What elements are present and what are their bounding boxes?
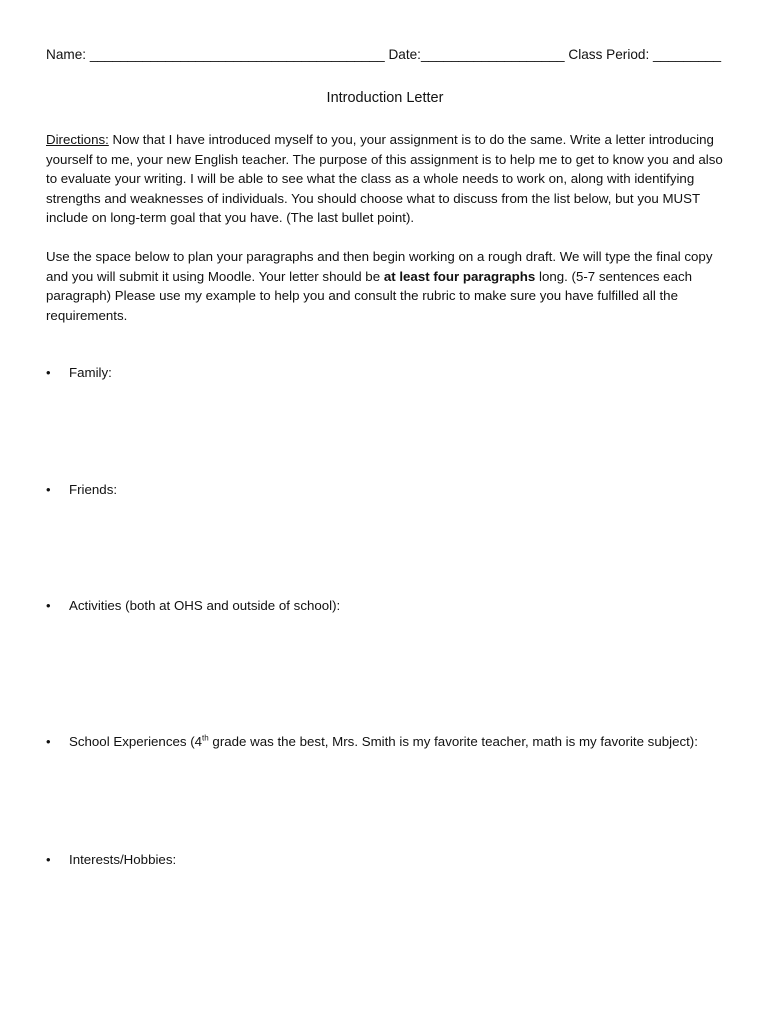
bullet-icon: • <box>46 598 51 613</box>
instructions-text-end: long. (5-7 sentences each paragraph) Please use my example to help you and consult the rubric to make sure you have fulfilled all the requirements. <box>46 268 693 323</box>
bullet-friends <box>46 481 736 499</box>
ordinal-suffix: th <box>202 733 209 743</box>
instructions-text-start: Use the space below to plan your paragraphs and then begin working on a rough draft. We will type the final copy and you will submit it using Moodle. Your letter should be <box>46 249 713 284</box>
bullet-label-activities: Activities (both at OHS and outside of school): <box>69 598 341 613</box>
bullet-family <box>46 364 736 382</box>
name-label: Name: <box>46 47 87 62</box>
bullet-interests <box>46 851 736 869</box>
bullet-icon: • <box>46 734 51 749</box>
date-blank: ___________________ <box>420 47 565 62</box>
bullet-label-school-end: grade was the best, Mrs. Smith is my favorite teacher, math is my favorite subject): <box>212 734 698 749</box>
class-period-label: Class Period: <box>568 47 650 62</box>
student-info-line <box>46 46 726 64</box>
date-label: Date: <box>388 47 421 62</box>
instructions-paragraph <box>46 247 726 325</box>
name-blank: _______________________________________ <box>89 47 385 62</box>
bullet-label-friends: Friends: <box>69 482 118 497</box>
bullet-icon: • <box>46 482 51 497</box>
bullet-icon: • <box>46 852 51 867</box>
directions-label: Directions: <box>46 132 109 147</box>
class-period-blank: _________ <box>653 47 722 62</box>
bullet-label-family: Family: <box>69 365 112 380</box>
bullet-icon: • <box>46 365 51 380</box>
directions-text: Now that I have introduced myself to you, your assignment is to do the same. Write a letter introducing yourself to me, your new English teacher. The purpose of this assignment is to help me to get to know you and also to evaluate your writing. I will be able to see what the class as a whole needs to work on, along with identifying strengths and weaknesses of individuals. You should choose what to discuss from the list below, but you MUST include on long-term goal that you have. (The last bullet point). <box>46 132 723 225</box>
bullet-school-experiences <box>46 733 736 751</box>
bullet-activities <box>46 597 736 615</box>
instructions-emphasis: at least four paragraphs <box>383 268 536 284</box>
directions-paragraph <box>46 130 726 228</box>
page-title: Introduction Letter <box>326 90 444 106</box>
bullet-label-school-start: School Experiences (4 <box>69 734 203 749</box>
bullet-label-interests: Interests/Hobbies: <box>69 852 177 867</box>
